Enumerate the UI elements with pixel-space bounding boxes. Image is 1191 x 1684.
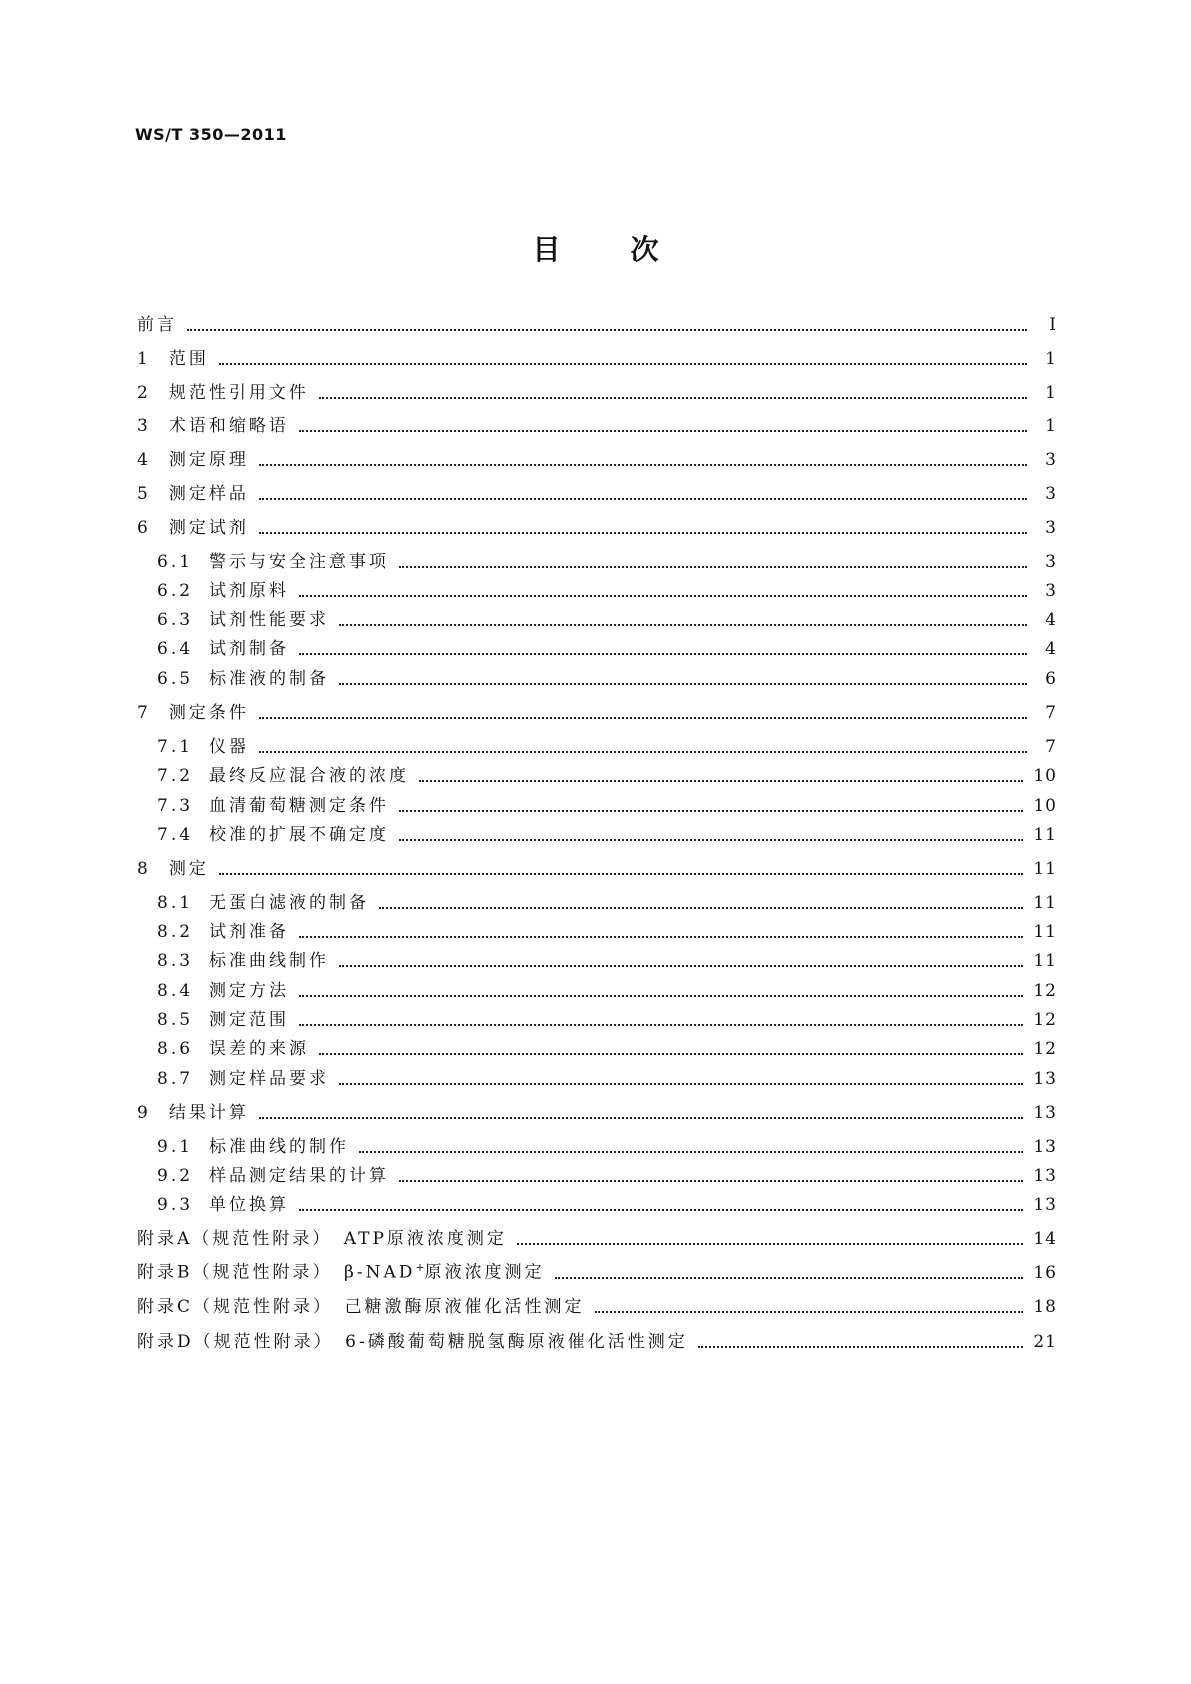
toc-entry-label: 规范性引用文件 — [168, 383, 309, 403]
toc-entry-label: 前言 — [137, 315, 177, 335]
dot-leader — [595, 1311, 1024, 1313]
toc-entry-number: 9 — [137, 1103, 151, 1123]
toc-entry-label: 测定 — [168, 859, 209, 879]
toc-entry[interactable] — [137, 1260, 1057, 1284]
toc-subentry[interactable] — [157, 978, 1057, 1002]
toc-page-number: 11 — [1033, 859, 1057, 879]
toc-page-number: 7 — [1045, 703, 1057, 723]
dot-leader — [299, 595, 1027, 597]
toc-entry-label: 误差的来源 — [209, 1039, 310, 1059]
dot-leader — [259, 717, 1027, 719]
toc-entry-label: 样品测定结果的计算 — [209, 1166, 390, 1186]
toc-page-number: 16 — [1033, 1263, 1057, 1283]
toc-entry-label: 测定原理 — [168, 450, 249, 470]
toc-entry-label: 试剂性能要求 — [209, 610, 330, 630]
toc-page-number: 13 — [1033, 1195, 1057, 1215]
toc-entry-number: 8.1 — [157, 893, 194, 913]
toc-entry-number: 6 — [137, 518, 151, 538]
toc-entry-number: 6.1 — [157, 552, 194, 572]
toc-entry-label: 术语和缩略语 — [168, 416, 289, 436]
toc-entry-label: 标准液的制备 — [209, 669, 330, 689]
dot-leader — [299, 1209, 1023, 1211]
dot-leader — [219, 363, 1027, 365]
toc-entry-label: 附录C（规范性附录） 己糖激酶原液催化活性测定 — [137, 1297, 585, 1317]
dot-leader — [299, 1024, 1023, 1026]
toc-entry-label: 单位换算 — [209, 1195, 290, 1215]
dot-leader — [339, 624, 1027, 626]
dot-leader — [339, 1083, 1023, 1085]
toc-entry-number: 8.2 — [157, 922, 194, 942]
toc-entry-number: 7.2 — [157, 766, 194, 786]
toc-entry-number: 4 — [137, 450, 151, 470]
toc-page-number: 4 — [1045, 639, 1057, 659]
toc-entry-number: 9.2 — [157, 1166, 194, 1186]
toc-entry[interactable] — [137, 312, 1057, 336]
dot-leader — [299, 430, 1027, 432]
toc-page-number: 13 — [1033, 1166, 1057, 1186]
toc-entry-label: 无蛋白滤液的制备 — [209, 893, 370, 913]
toc-page-number: 1 — [1045, 349, 1057, 369]
toc-entry-number: 5 — [137, 484, 151, 504]
toc-subentry[interactable] — [157, 919, 1057, 943]
dot-leader — [399, 839, 1023, 841]
dot-leader — [399, 810, 1023, 812]
toc-entry-label: 附录A（规范性附录） ATP原液浓度测定 — [137, 1229, 507, 1249]
toc-subentry[interactable] — [157, 1036, 1057, 1060]
dot-leader — [359, 1151, 1023, 1153]
toc-page-number: 3 — [1045, 484, 1057, 504]
toc-entry-label: 范围 — [168, 349, 209, 369]
toc-entry-label: 测定方法 — [209, 981, 290, 1001]
toc-entry-label: 警示与安全注意事项 — [209, 552, 390, 572]
toc-entry-label: 试剂准备 — [209, 922, 290, 942]
toc-entry-label: 仪器 — [209, 737, 250, 757]
toc-subentry[interactable] — [157, 1007, 1057, 1031]
toc-entry-number: 8 — [137, 859, 151, 879]
toc-entry-number: 6.3 — [157, 610, 194, 630]
toc-page-number: 10 — [1033, 796, 1057, 816]
toc-entry-number: 6.4 — [157, 639, 194, 659]
toc-entry[interactable] — [137, 515, 1057, 539]
toc-page-number: 13 — [1033, 1069, 1057, 1089]
toc-subentry[interactable] — [157, 822, 1057, 846]
toc-page-number: 14 — [1033, 1229, 1057, 1249]
toc-page-number: 7 — [1045, 737, 1057, 757]
toc-entry-number: 7.4 — [157, 825, 194, 845]
toc-entry-number: 8.6 — [157, 1039, 194, 1059]
toc-page-number: 13 — [1033, 1103, 1057, 1123]
toc-entry-number: 7.1 — [157, 737, 194, 757]
toc-entry-label: 测定试剂 — [168, 518, 249, 538]
dot-leader — [399, 1180, 1023, 1182]
toc-entry-superscript: + — [415, 1261, 425, 1275]
toc-entry-label: 结果计算 — [168, 1103, 249, 1123]
toc-page-number: 3 — [1045, 552, 1057, 572]
title-char-1: 目 — [532, 233, 561, 266]
toc-entry-label: 校准的扩展不确定度 — [209, 825, 390, 845]
toc-page-number: 6 — [1045, 669, 1057, 689]
toc-entry-label: 试剂原料 — [209, 581, 290, 601]
dot-leader — [339, 683, 1027, 685]
toc-subentry[interactable] — [157, 607, 1057, 631]
toc-entry[interactable] — [137, 481, 1057, 505]
toc-page-number: 10 — [1033, 766, 1057, 786]
toc-subentry[interactable] — [157, 793, 1057, 817]
dot-leader — [555, 1277, 1024, 1279]
toc-page-number: 1 — [1045, 416, 1057, 436]
toc-entry[interactable] — [137, 447, 1057, 471]
toc-entry-label: 最终反应混合液的浓度 — [209, 766, 410, 786]
toc-subentry[interactable] — [157, 578, 1057, 602]
toc-entry-label: 血清葡萄糖测定条件 — [209, 796, 390, 816]
toc-entry-number: 8.7 — [157, 1069, 194, 1089]
dot-leader — [319, 1053, 1023, 1055]
toc-subentry[interactable] — [157, 1066, 1057, 1090]
dot-leader — [419, 780, 1023, 782]
toc-entry-label: 标准曲线制作 — [209, 951, 330, 971]
toc-page-number: 4 — [1045, 610, 1057, 630]
toc-entry-label: 测定样品要求 — [209, 1069, 330, 1089]
toc-entry-label: 测定样品 — [168, 484, 249, 504]
dot-leader — [339, 965, 1023, 967]
toc-entry-number: 9.3 — [157, 1195, 194, 1215]
toc-entry-number: 2 — [137, 383, 151, 403]
standard-number: WS/T 350—2011 — [135, 125, 287, 144]
dot-leader — [517, 1243, 1023, 1245]
dot-leader — [319, 397, 1027, 399]
toc-entry-label: 试剂制备 — [209, 639, 290, 659]
toc-entry-number: 8.5 — [157, 1010, 194, 1030]
toc-page-number: Ⅰ — [1049, 315, 1057, 335]
toc-page-number: 3 — [1045, 518, 1057, 538]
toc-page-number: 11 — [1033, 825, 1057, 845]
toc-subentry[interactable] — [157, 1192, 1057, 1216]
toc-page-number: 21 — [1033, 1332, 1057, 1352]
toc-page-number: 3 — [1045, 581, 1057, 601]
title-char-2: 次 — [630, 233, 659, 266]
toc-page-number: 11 — [1033, 893, 1057, 913]
toc-subentry[interactable] — [157, 890, 1057, 914]
toc-entry-number: 7.3 — [157, 796, 194, 816]
toc-subentry[interactable] — [157, 636, 1057, 660]
toc-entry[interactable] — [137, 346, 1057, 370]
toc-entry[interactable] — [137, 413, 1057, 437]
toc-page-number: 12 — [1033, 1010, 1057, 1030]
toc-page-number: 3 — [1045, 450, 1057, 470]
dot-leader — [698, 1346, 1024, 1348]
toc-entry-label: 标准曲线的制作 — [209, 1137, 350, 1157]
toc-subentry[interactable] — [157, 763, 1057, 787]
dot-leader — [299, 936, 1023, 938]
toc-entry[interactable] — [137, 1100, 1057, 1124]
toc-page-number: 12 — [1033, 981, 1057, 1001]
dot-leader — [259, 464, 1027, 466]
toc-page-number: 18 — [1033, 1297, 1057, 1317]
toc-subentry[interactable] — [157, 734, 1057, 758]
dot-leader — [399, 566, 1027, 568]
toc-subentry[interactable] — [157, 549, 1057, 573]
toc-entry-number: 1 — [137, 349, 151, 369]
toc-entry[interactable] — [137, 380, 1057, 404]
toc-entry-label: 测定范围 — [209, 1010, 290, 1030]
toc-subentry[interactable] — [157, 1134, 1057, 1158]
toc-page-number: 13 — [1033, 1137, 1057, 1157]
toc-subentry[interactable] — [157, 1163, 1057, 1187]
toc-entry-number: 7 — [137, 703, 151, 723]
toc-entry-number: 6.2 — [157, 581, 194, 601]
toc-entry-label: 附录B（规范性附录） β-NAD+原液浓度测定 — [137, 1261, 545, 1283]
toc-entry[interactable] — [137, 1294, 1057, 1318]
toc-entry[interactable] — [137, 856, 1057, 880]
toc-entry-number: 6.5 — [157, 669, 194, 689]
toc-page-number: 12 — [1033, 1039, 1057, 1059]
dot-leader — [219, 873, 1024, 875]
toc-page-number: 1 — [1045, 383, 1057, 403]
toc-entry[interactable] — [137, 1329, 1057, 1353]
toc-entry-number: 8.4 — [157, 981, 194, 1001]
dot-leader — [187, 329, 1027, 331]
dot-leader — [259, 751, 1027, 753]
toc-page-number: 11 — [1033, 922, 1057, 942]
dot-leader — [259, 532, 1027, 534]
toc-entry[interactable] — [137, 1226, 1057, 1250]
toc-entry-number: 8.3 — [157, 951, 194, 971]
page-title — [0, 228, 1191, 268]
toc-entry-number: 3 — [137, 416, 151, 436]
dot-leader — [299, 995, 1023, 997]
dot-leader — [299, 653, 1027, 655]
toc-entry-label: 测定条件 — [168, 703, 249, 723]
toc-entry[interactable] — [137, 700, 1057, 724]
toc-entry-label: 附录D（规范性附录） 6-磷酸葡萄糖脱氢酶原液催化活性测定 — [137, 1332, 688, 1352]
dot-leader — [259, 498, 1027, 500]
toc-entry-number: 9.1 — [157, 1137, 194, 1157]
dot-leader — [379, 907, 1023, 909]
toc-subentry[interactable] — [157, 666, 1057, 690]
toc-subentry[interactable] — [157, 948, 1057, 972]
toc-page-number: 11 — [1033, 951, 1057, 971]
dot-leader — [259, 1117, 1024, 1119]
